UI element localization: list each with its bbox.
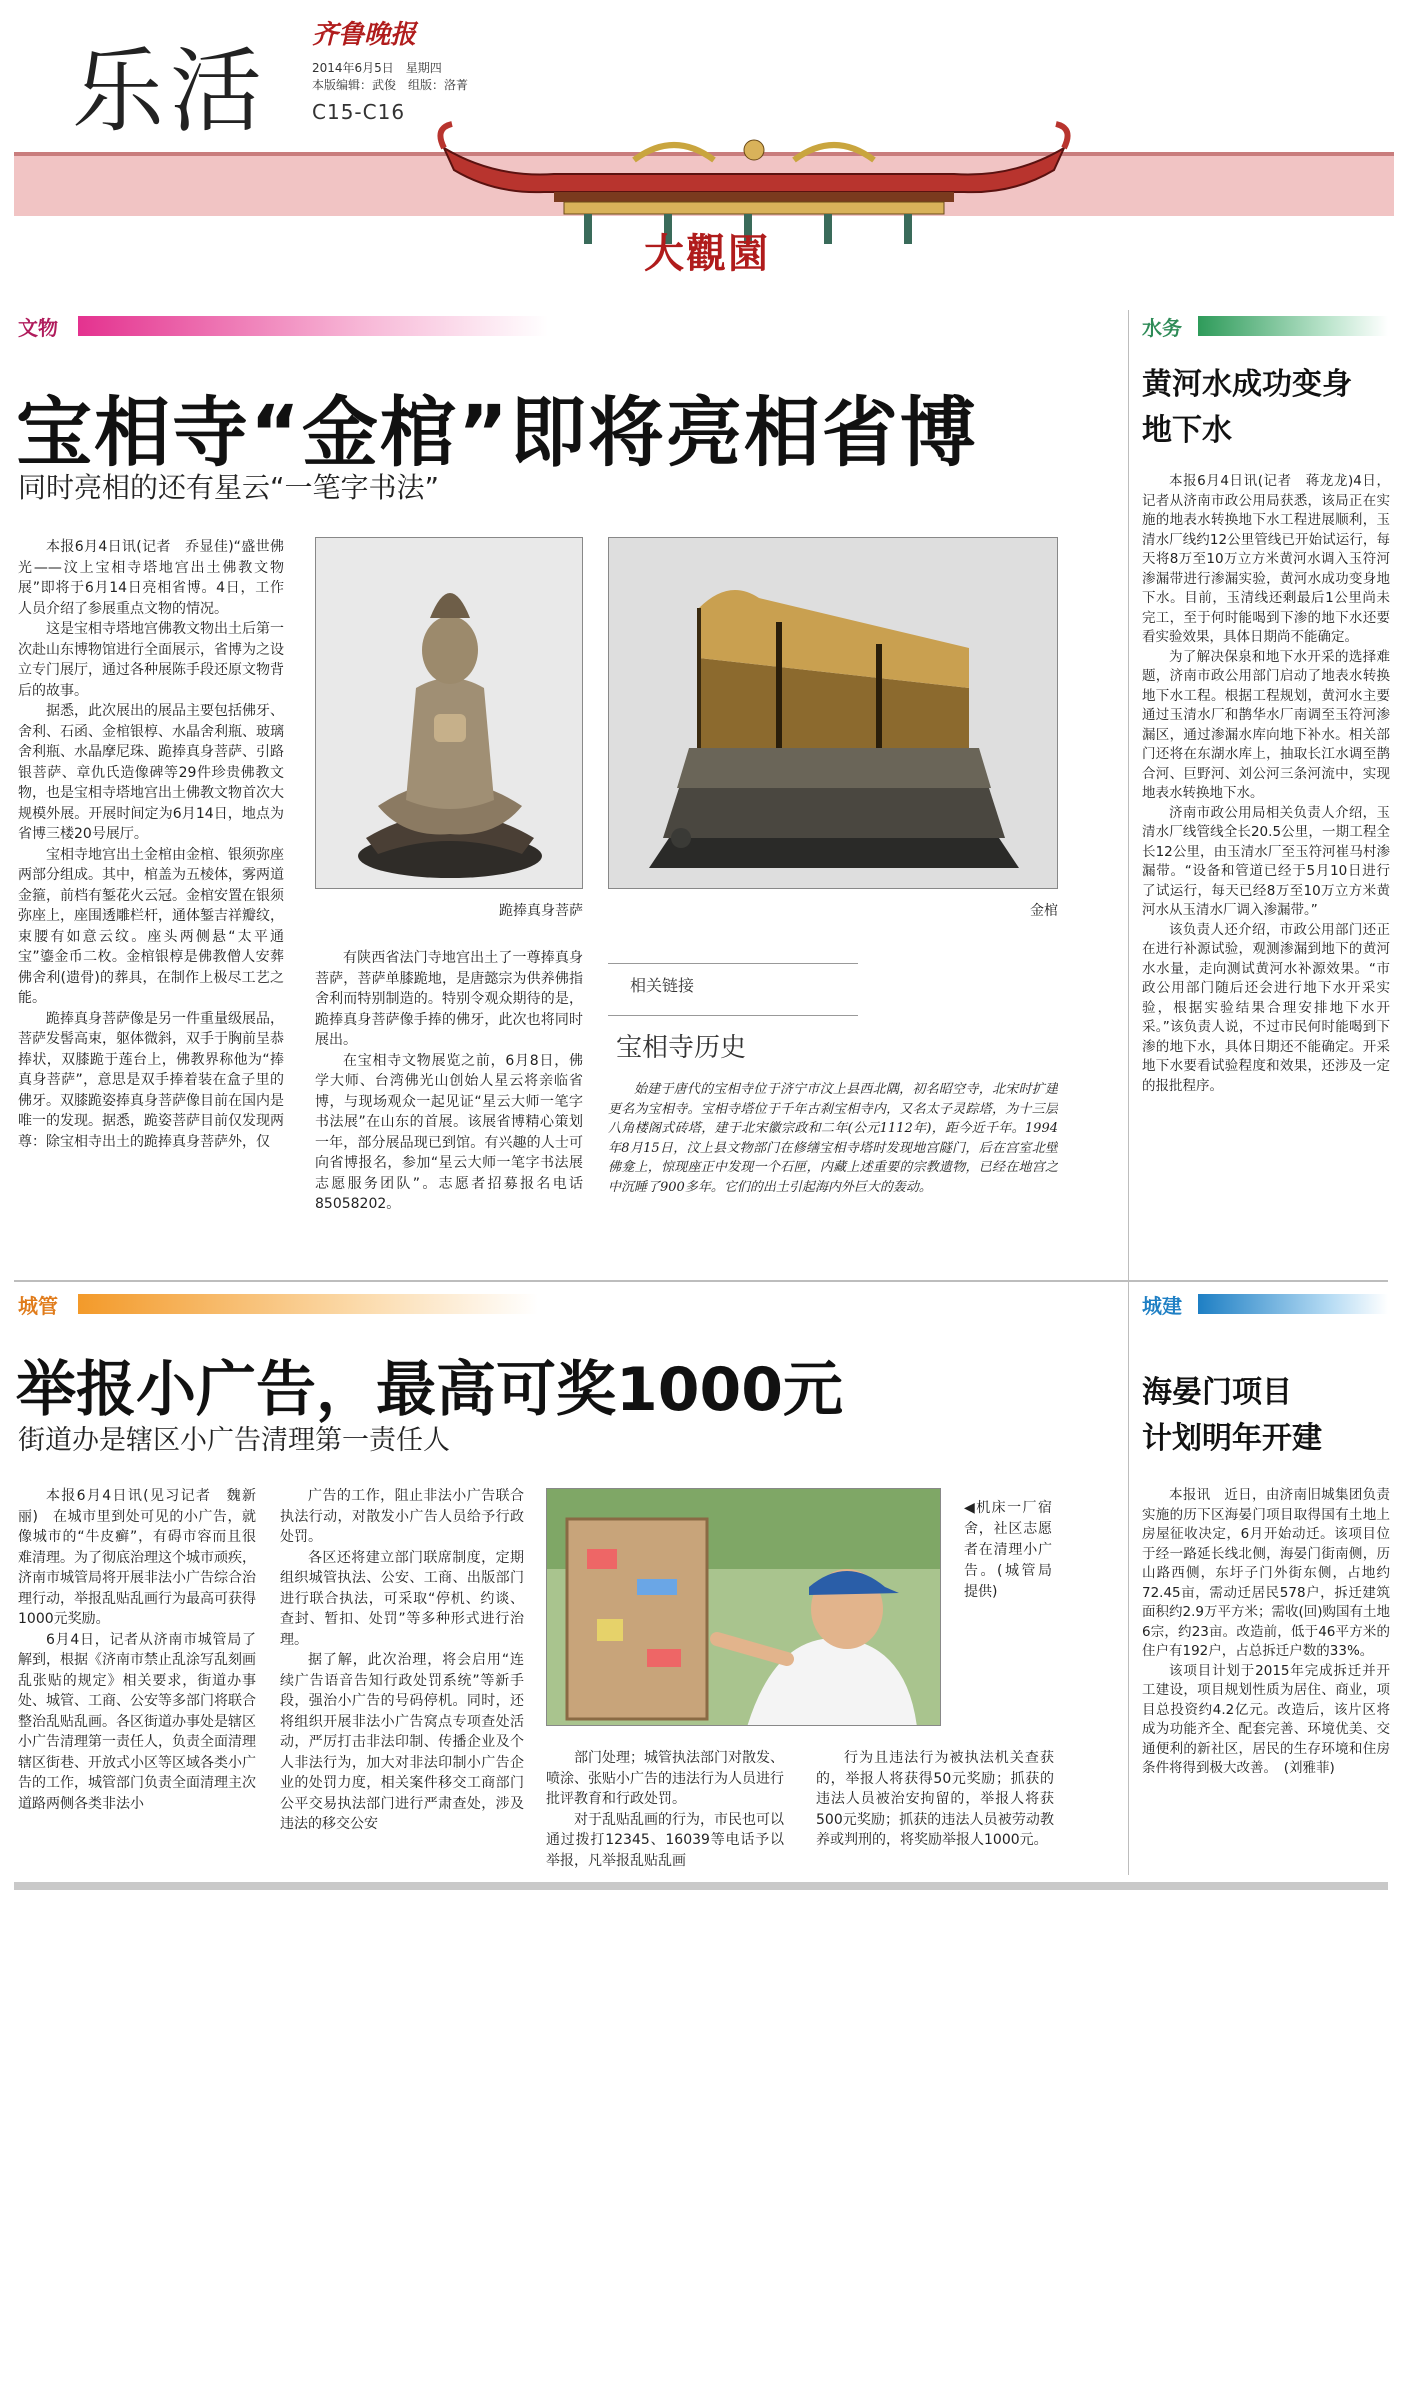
tag-bar: [1198, 1294, 1388, 1314]
headline: 举报小广告，最高可奖1000元: [16, 1355, 843, 1425]
photo-bodhisattva: [315, 537, 583, 889]
tag-bar: [1198, 316, 1388, 336]
editor-line: 本版编辑：武俊 组版：洛菁: [312, 78, 469, 92]
masthead: [14, 0, 1394, 300]
paper-logo: 齐鲁晚报: [312, 20, 417, 50]
article-column: 有陕西省法门寺地宫出土了一尊捧真身菩萨，菩萨单膝跪地，是唐懿宗为供养佛指舍利而特别制造的。特别令观众期待的是，跪捧真身菩萨像手捧的佛牙，此次也将同时展出。 在宝相寺文物展览之前，6月8日，佛学大师、台湾佛光山创始人星云将亲临省博，与现场观众一起见证“星云大师一笔字书法展”在山东的首展。该展省博精心策划一年，部分展品现已到馆。有兴趣的人士可向省博报名，参加“星云大师一笔字书法展志愿服务团队”。志愿者招募报名电话85058202。: [315, 950, 583, 1212]
divider: [608, 1015, 858, 1016]
article-column: 行为且违法行为被执法机关查获的，举报人将获得50元奖励；抓获的违法人员被治安拘留的，举报人将获500元奖励；抓获的违法人员被劳动教养或判刑的，将奖励举报人1000元。: [816, 1750, 1054, 1848]
subheadline: 街道办是辖区小广告清理第一责任人: [18, 1425, 450, 1456]
divider: [608, 963, 858, 964]
photo-golden-coffin: [608, 537, 1058, 889]
volunteer-cleaning-icon: [547, 1489, 941, 1726]
section-tag-city-management: 城管: [18, 1294, 58, 1318]
section-name: 乐活: [72, 38, 269, 145]
section-tag-urban-construction: 城建: [1142, 1294, 1182, 1318]
article-column: 本报讯 近日，由济南旧城集团负责实施的历下区海晏门项目取得国有土地上房屋征收决定，6月开始动迁。该项目位于经一路延长线北侧，海晏门街南侧，历山路西侧，东圩子门外街东侧，占地约72.45亩，需动迁居民578户，拆迁建筑面积约2.9万平方米；需收(回)购国有土地6宗，约23亩。改造前，低于46平方米的住户有192户，占总拆迁户数的33%。 该项目计划于2015年完成拆迁并开工建设，项目规划性质为居住、商业，项目总投资约4.2亿元。改造后，该片区将成为功能齐全、配套完善、环境优美、交通便利的新社区，居民的生存环境和住房条件将得到极大改善。 (刘雅菲): [1142, 1487, 1390, 1776]
date-line: 2014年6月5日 星期四: [312, 61, 442, 75]
subheadline: 同时亮相的还有星云“一笔字书法”: [18, 471, 440, 504]
golden-coffin-icon: [609, 538, 1058, 889]
headline: 宝相寺“金棺”即将亮相省博: [16, 388, 978, 477]
section-divider: [14, 1280, 1388, 1282]
related-link-text: 始建于唐代的宝相寺位于济宁市汶上县西北隅，初名昭空寺，北宋时扩建更名为宝相寺。宝相寺塔位于千年古刹宝相寺内，又名太子灵踪塔，为十三层八角楼阁式砖塔，建于北宋徽宗政和二年(公元1112年)，距今近千年。1994年8月15日，汶上县文物部门在修缮宝相寺塔时发现地宫隧门，后在宫室北壁佛龛上，惊现座正中发现一个石匣，内藏上述重要的宗教遗物，已经在地宫之中沉睡了900多年。它们的出土引起海内外巨大的轰动。: [608, 1082, 1058, 1195]
article-column: 本报6月4日讯(记者 乔显佳)“盛世佛光——汶上宝相寺塔地宫出土佛教文物展”即将于6月14日亮相省博。4日，工作人员介绍了参展重点文物的情况。 这是宝相寺塔地宫佛教文物出土后第一次赴山东博物馆进行全面展示，省博为之设立专门展厅，通过各种展陈手段还原文物背后的故事。 据悉，此次展出的展品主要包括佛牙、舍利、石函、金棺银椁、水晶舍利瓶、玻璃舍利瓶、水晶摩尼珠、跪捧真身菩萨、引路银菩萨、章仇氏造像碑等29件珍贵佛教文物，也是宝相寺塔地宫出土佛教文物首次大规模外展。开展时间定为6月14日，地点为省博三楼20号展厅。 宝相寺地宫出土金棺由金棺、银须弥座两部分组成。其中，棺盖为五棱体，雾两道金箍，前档有錾花火云冠。金棺安置在银须弥座上，座围透雕栏杆，通体錾吉祥瓣纹，束腰有如意云纹。座头两侧悬“太平通宝”鎏金币二枚。金棺银椁是佛教僧人安葬佛舍利(遗骨)的葬具，在制作上极尽工艺之能。 跪捧真身菩萨像是另一件重量级展品，菩萨发髻高束，躯体微斜，双手于胸前呈恭捧状，双膝跪于莲台上，佛教界称他为“捧真身菩萨”，意思是双手捧着装在盒子里的佛牙。双膝跪姿捧真身菩萨像目前在国内是唯一的发现。据悉，跪姿菩萨目前仅发现两尊：除宝相寺出土的跪捧真身菩萨外，仅: [18, 539, 284, 1150]
related-link-box: [608, 955, 1058, 1255]
tag-bar: [78, 1294, 538, 1314]
section-tag-water: 水务: [1142, 316, 1182, 340]
photo-volunteer: [546, 1488, 941, 1726]
headline: 黄河水成功变身 地下水: [1142, 367, 1352, 448]
article-column: 本报6月4日讯(见习记者 魏新丽) 在城市里到处可见的小广告，就像城市的“牛皮癣”，有碍市容而且很难清理。为了彻底治理这个城市顽疾，济南市城管局将开展非法小广告综合治理行动，举报乱贴乱画行为最高可获得1000元奖励。 6月4日，记者从济南市城管局了解到，根据《济南市禁止乱涂写乱刻画乱张贴的规定》相关要求，街道办事处、城管、工商、公安等多部门将联合整治乱贴乱画。各区街道办事处是辖区小广告清理第一责任人，负责全面清理辖区街巷、开放式小区等区域各类小广告的工作，城管部门负责全面清理主次道路两侧各类非法小: [18, 1488, 256, 1812]
section-tag-relics: 文物: [18, 316, 58, 340]
headline: 海晏门项目 计划明年开建: [1142, 1375, 1322, 1456]
related-link-title: 宝相寺历史: [616, 1033, 747, 1063]
column-banner: 大觀園: [644, 230, 770, 277]
tag-bar: [78, 316, 548, 336]
page-range: C15-C16: [312, 100, 406, 124]
masthead-meta: [312, 60, 468, 94]
related-link-label: 相关链接: [630, 976, 695, 995]
column-divider: [1128, 1290, 1129, 1875]
column-divider: [1128, 310, 1129, 1300]
photo-caption: ◀机床一厂宿舍，社区志愿者在清理小广告。(城管局提供): [964, 1500, 1052, 1600]
photo-caption: 跪捧真身菩萨: [499, 903, 583, 919]
article-column: 本报6月4日讯(记者 蒋龙龙)4日，记者从济南市政公用局获悉，该局正在实施的地表水转换地下水工程进展顺利，玉清水厂线约12公里管线已开始试运行，每天将8万至10万立方米黄河水调入玉符河渗漏带进行渗漏实验，黄河水成功变身地下水。目前，玉清线还剩最后1公里尚未完工，至于何时能喝到下渗的地下水还要看实验效果，具体日期尚不能确定。 为了解决保泉和地下水开采的选择难题，济南市政公用部门启动了地表水转换地下水工程。根据工程规划，黄河水主要通过玉清水厂和鹊华水厂南调至玉符河渗漏区，通过渗漏水库向地下补水。相关部门还将在东湖水库上，抽取长江水调至鹊合河、巨野河、刘公河三条河流中，实现地表水转换地下水。 济南市政公用局相关负责人介绍，玉清水厂线管线全长20.5公里，一期工程全长12公里，由玉清水厂至玉符河崔马村渗漏带。“设备和管道已经于5月10日进行了试运行，每天已经8万至10万立方米黄河水从玉清水厂调入渗漏带。” 该负责人还介绍，市政公用部门还正在进行补源试验，观测渗漏到地下的黄河水水量，走向测试黄河水补源效果。“市政公用部门随后还会进行地下水开采实验，根据实验结果合理安排地下水开采。”该负责人说，不过市民何时能喝到下渗的地下水，具体日期还不能确定。开采地下水要看试验程度和效果，还涉及一定的报批程序。: [1142, 473, 1390, 1094]
photo-caption: 金棺: [1030, 903, 1058, 919]
article-column: 部门处理；城管执法部门对散发、喷涂、张贴小广告的违法行为人员进行批评教育和行政处罚。 对于乱贴乱画的行为，市民也可以通过拨打12345、16039等电话予以举报，凡举报乱贴乱画: [546, 1750, 784, 1869]
article-column: 广告的工作，阻止非法小广告联合执法行动，对散发小广告人员给予行政处罚。 各区还将建立部门联席制度，定期组织城管执法、公安、工商、出版部门进行联合执法，可采取“停机、约谈、查封、暂扣、处罚”等多种形式进行治理。 据了解，此次治理，将会启用“连续广告语音告知行政处罚系统”等新手段，强治小广告的号码停机。同时，还将组织开展非法小广告窝点专项查处活动，严厉打击非法印制、传播企业及个人非法行为，加大对非法印制小广告企业的处罚力度，相关案件移交工商部门公平交易执法部门进行严肃查处，涉及违法的移交公安: [280, 1488, 524, 1832]
page-bottom-rule: [14, 1882, 1388, 1890]
bodhisattva-figure-icon: [316, 538, 583, 889]
